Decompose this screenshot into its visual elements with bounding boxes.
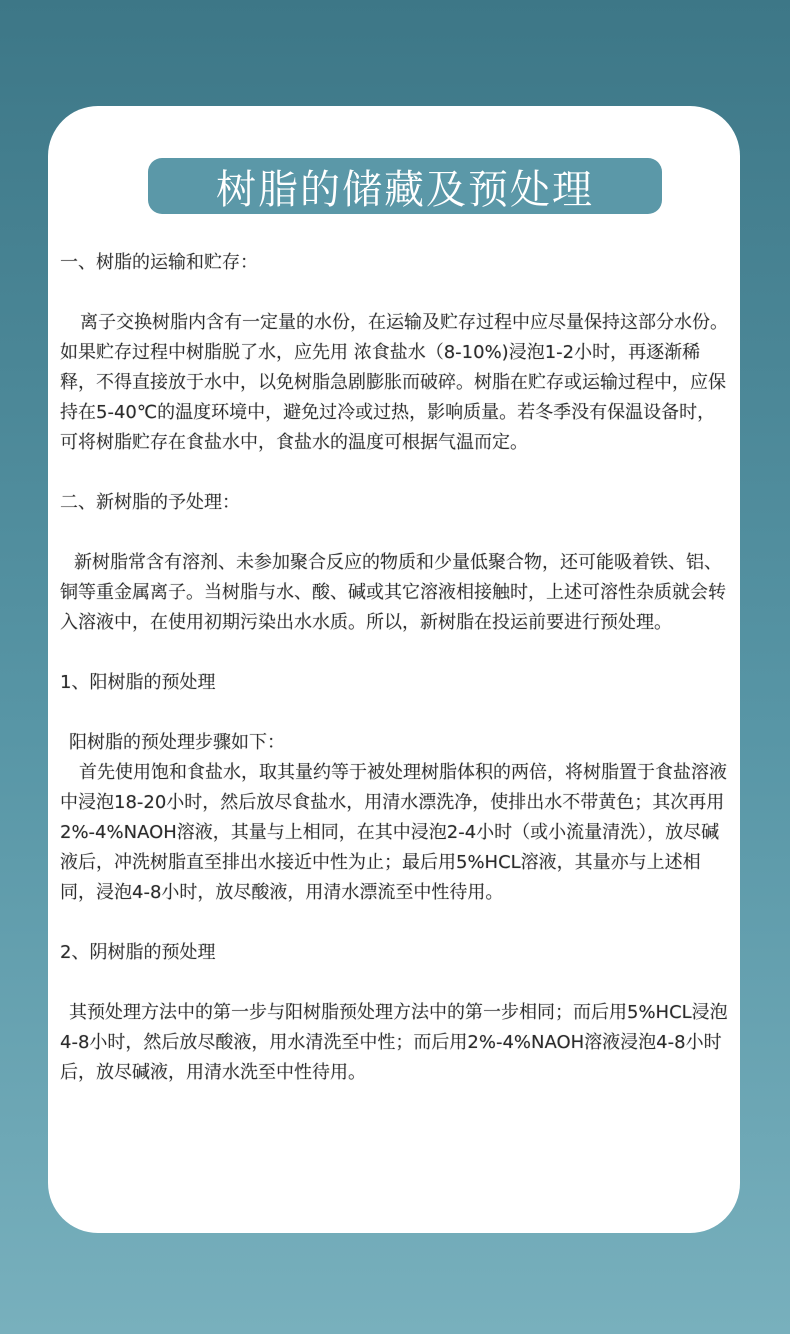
section-heading-cation: 1、阳树脂的预处理 bbox=[60, 672, 216, 693]
article-body bbox=[60, 248, 732, 1088]
section-body-anion bbox=[60, 998, 732, 1088]
section-heading-pretreatment: 二、新树脂的予处理： bbox=[60, 492, 240, 513]
section-body-pretreatment bbox=[60, 548, 732, 638]
content-card bbox=[48, 106, 740, 1233]
section-heading-storage: 一、树脂的运输和贮存： bbox=[60, 252, 258, 273]
section-text-pretreatment: 新树脂常含有溶剂、未参加聚合反应的物质和少量低聚合物，还可能吸着铁、铝、铜等重金属离子。当树脂与水、酸、碱或其它溶液相接触时，上述可溶性杂质就会转入溶液中，在使用初期污染出水水质。所以，新树脂在投运前要进行预处理。 bbox=[60, 552, 726, 633]
section-body-storage bbox=[60, 308, 732, 458]
page-title: 树脂的储藏及预处理 bbox=[216, 166, 594, 213]
section-heading-anion: 2、阴树脂的预处理 bbox=[60, 942, 216, 963]
section-intro-cation: 阳树脂的预处理步骤如下： bbox=[69, 732, 285, 753]
title-banner bbox=[148, 158, 662, 214]
section-text-storage: 离子交换树脂内含有一定量的水份，在运输及贮存过程中应尽量保持这部分水份。如果贮存过程中树脂脱了水，应先用 浓食盐水（8-10%)浸泡1-2小时，再逐渐稀释，不得直接放于水中，以免树脂急剧膨胀而破碎。树脂在贮存或运输过程中，应保持在5-40℃的温度环境中，避免过冷或过热，影响质量。若冬季没有保温设备时，可将树脂贮存在食盐水中，食盐水的温度可根据气温而定。 bbox=[60, 312, 728, 453]
section-text-cation: 首先使用饱和食盐水，取其量约等于被处理树脂体积的两倍，将树脂置于食盐溶液中浸泡18-20小时，然后放尽食盐水，用清水漂洗净，使排出水不带黄色；其次再用2%-4%NAOH溶液，其量与上相同，在其中浸泡2-4小时（或小流量清洗），放尽碱液后，冲洗树脂直至排出水接近中性为止；最后用5%HCL溶液，其量亦与上述相同，浸泡4-8小时，放尽酸液，用清水漂流至中性待用。 bbox=[60, 762, 727, 903]
section-body-cation bbox=[60, 758, 732, 908]
section-text-anion: 其预处理方法中的第一步与阳树脂预处理方法中的第一步相同；而后用5%HCL浸泡4-8小时，然后放尽酸液，用水清洗至中性；而后用2%-4%NAOH溶液浸泡4-8小时后，放尽碱液，用清水洗至中性待用。 bbox=[60, 1002, 728, 1083]
